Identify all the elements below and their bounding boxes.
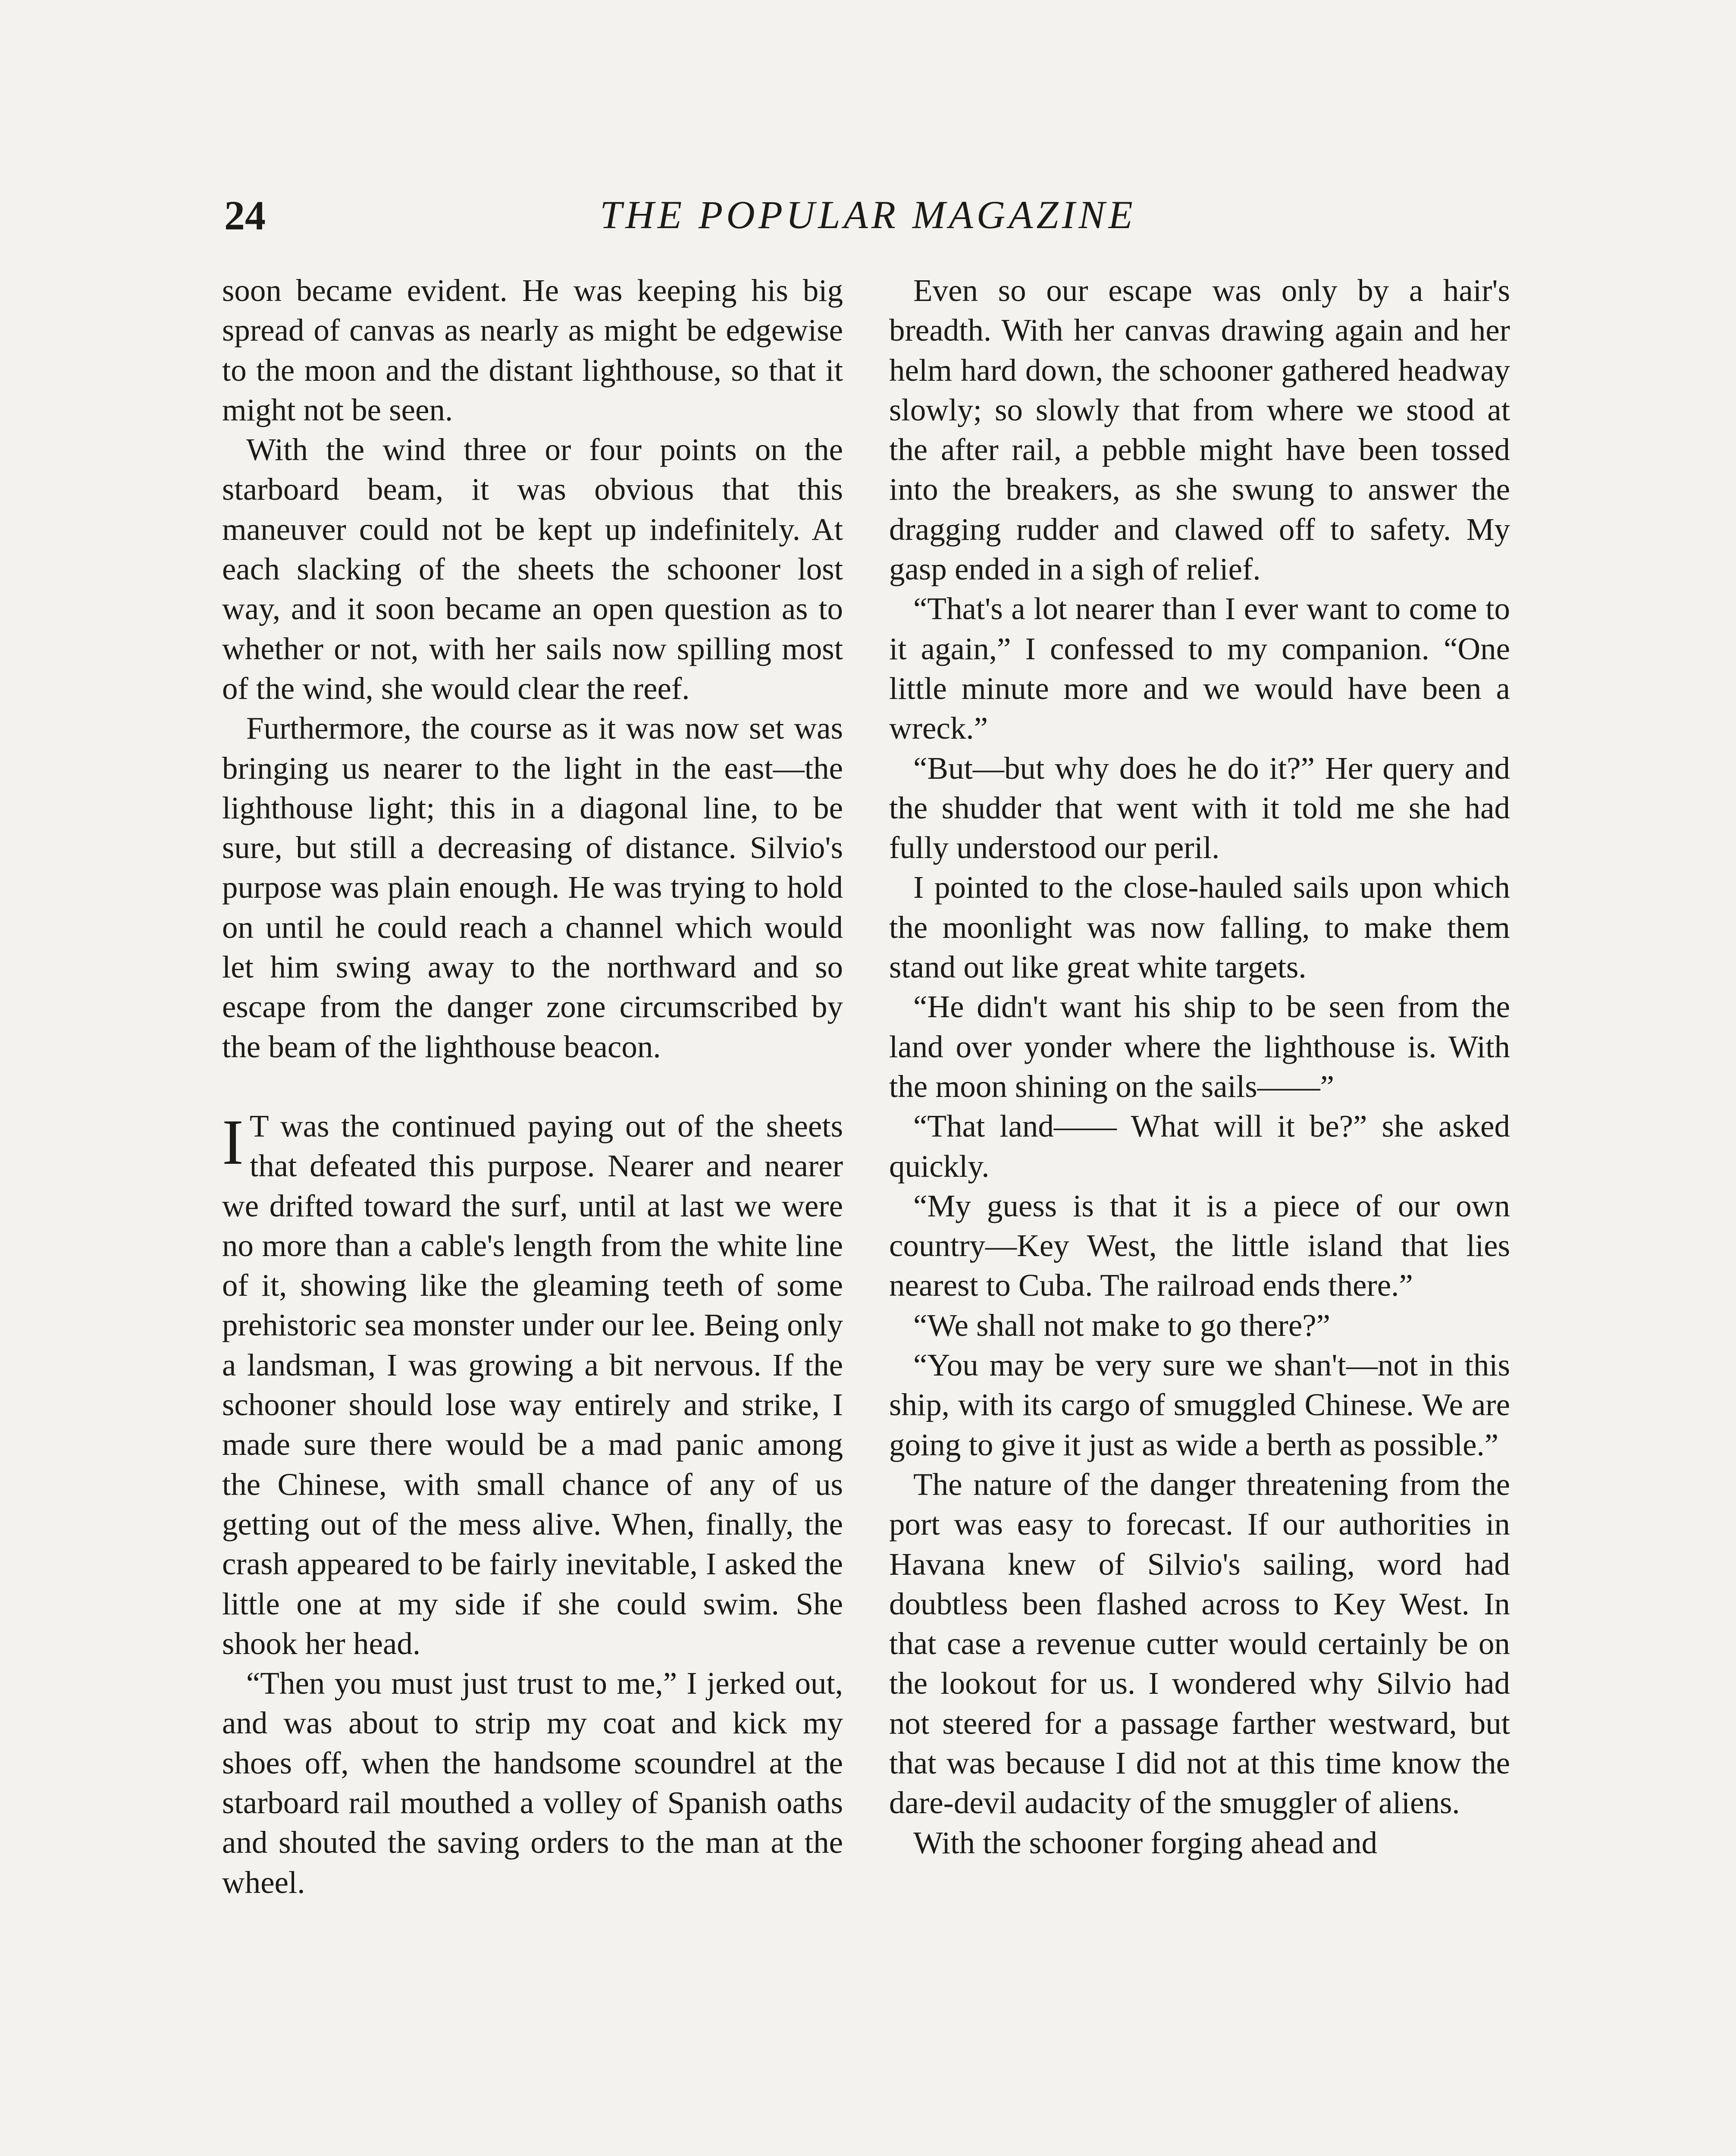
- paragraph: “But—but why does he do it?” Her query and the shudder that went with it told me she had fully understood our peril.: [889, 750, 1510, 865]
- page-number: 24: [224, 192, 266, 238]
- running-head: THE POPULAR MAGAZINE: [600, 193, 1136, 237]
- paragraph: “Then you must just trust to me,” I jerked out, and was about to strip my coat and kick my shoes off, when the handsome scoundrel at the starboard rail mouthed a volley of Spanish oaths and shouted the saving orders to the man at the wheel.: [222, 1666, 843, 1900]
- paragraph: With the wind three or four points on the starboard beam, it was obvious that this maneuver could not be kept up indefinitely. At each slacking of the sheets the schooner lost way, and it soon became an open question as to whether or not, with her sails now spilling most of the wind, she would clear the reef.: [222, 432, 843, 706]
- paragraph: “My guess is that it is a piece of our own country—Key West, the little island that lies nearest to Cuba. The railroad ends there.”: [889, 1188, 1510, 1303]
- left-column: [222, 271, 843, 1902]
- paragraph: “That's a lot nearer than I ever want to come to it again,” I confessed to my companion. “One little minute more and we would have been a wreck.”: [889, 591, 1510, 746]
- paragraph: The nature of the danger threatening from the port was easy to forecast. If our authorities in Havana knew of Silvio's sailing, word had doubtless been flashed across to Key West. In that case a revenue cutter would certainly be on the lookout for us. I wondered why Silvio had not steered for a passage farther westward, but that was because I did not at this time know the dare-devil audacity of the smuggler of aliens.: [889, 1467, 1510, 1821]
- paragraph: Even so our escape was only by a hair's breadth. With her canvas drawing again and her helm hard down, the schooner gathered headway slowly; so slowly that from where we stood at the after rail, a pebble might have been tossed into the breakers, as she swung to answer the dragging rudder and clawed off to safety. My gasp ended in a sigh of relief.: [889, 273, 1510, 587]
- paragraph: “He didn't want his ship to be seen from the land over yonder where the lighthouse is. With the moon shining on the sails——”: [889, 989, 1510, 1104]
- paragraph: I pointed to the close-hauled sails upon which the moonlight was now falling, to make them stand out like great white targets.: [889, 870, 1510, 985]
- paragraph: soon became evident. He was keeping his big spread of canvas as nearly as might be edgewise to the moon and the distant lighthouse, so that it might not be seen.: [222, 273, 843, 427]
- paragraph: “You may be very sure we shan't—not in this ship, with its cargo of smuggled Chinese. We are going to give it just as wide a berth as possible.”: [889, 1348, 1510, 1462]
- paragraph: “That land—— What will it be?” she asked quickly.: [889, 1109, 1510, 1184]
- paragraph: With the schooner forging ahead and: [913, 1825, 1378, 1860]
- section-start-paragraph: [222, 1106, 843, 1664]
- paragraph: “We shall not make to go there?”: [913, 1307, 1331, 1343]
- paragraph: Furthermore, the course as it was now set was bringing us nearer to the light in the east—the lighthouse light; this in a diagonal line, to be sure, but still a decreasing of distance. Silvio's purpose was plain enough. He was trying to hold on until he could reach a channel which would let him swing away to the northward and so escape from the danger zone circumscribed by the beam of the lighthouse beacon.: [222, 711, 843, 1064]
- paragraph-text: T was the continued paying out of the sheets that defeated this purpose. Nearer and nearer we drifted toward the surf, until at last we were no more than a cable's length from the white line of it, showing like the gleaming teeth of some prehistoric sea monster under our lee. Being only a landsman, I was growing a bit nervous. If the schooner should lose way entirely and strike, I made sure there would be a mad panic among the Chinese, with small chance of any of us getting out of the mess alive. When, finally, the crash appeared to be fairly inevitable, I asked the little one at my side if she could swim. She shook her head.: [222, 1108, 843, 1661]
- right-column: [889, 271, 1510, 1863]
- drop-initial: I: [222, 1106, 244, 1178]
